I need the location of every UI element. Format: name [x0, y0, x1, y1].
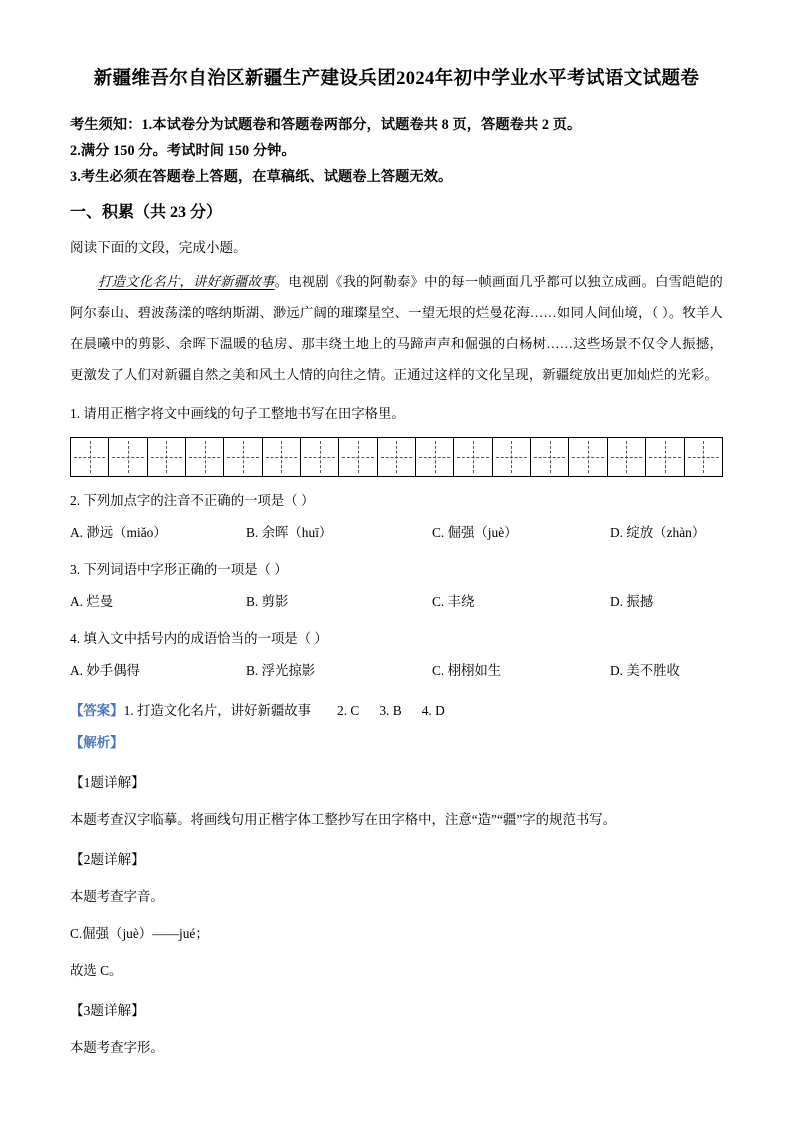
- option-b-label: B.: [246, 663, 259, 678]
- option-a[interactable]: [70, 658, 246, 684]
- grid-cell[interactable]: [416, 438, 454, 477]
- option-b[interactable]: [246, 658, 432, 684]
- question-4-number: 4.: [70, 631, 81, 646]
- option-c-label: C.: [432, 594, 445, 609]
- grid-cell[interactable]: [377, 438, 415, 477]
- question-2-number: 2.: [70, 493, 81, 508]
- option-b[interactable]: [246, 589, 432, 615]
- option-d-label: D.: [610, 594, 624, 609]
- grid-cell[interactable]: [607, 438, 645, 477]
- question-3-text: 下列词语中字形正确的一项是（ ）: [83, 562, 288, 577]
- option-b-text: 浮光掠影: [261, 663, 316, 678]
- analysis-2-heading: 【2题详解】: [70, 852, 145, 867]
- question-3-number: 3.: [70, 562, 81, 577]
- option-a-label: A.: [70, 663, 84, 678]
- tianzige-grid-wrap: [70, 437, 723, 477]
- candidate-notice: [70, 112, 723, 190]
- option-c[interactable]: [432, 589, 610, 615]
- question-2-text: 下列加点字的注音不正确的一项是（ ）: [83, 493, 315, 508]
- option-a-text: 妙手偶得: [86, 663, 140, 678]
- question-2-stem: [70, 488, 723, 514]
- grid-cell[interactable]: [109, 438, 147, 477]
- passage-text: [70, 266, 723, 390]
- passage-remainder: 。电视剧《我的阿勒泰》中的每一帧画面几乎都可以独立成画。白雪皑皑的阿尔泰山、碧波荡漾的喀纳斯湖、渺远广阔的璀璨星空、一望无垠的烂曼花海……如同人间仙境，（ ）。牧羊人在晨曦中的剪影、余晖下温暖的毡房、那丰绕土地上的马蹄声声和倔强的白杨树……这些场景不仅令人振撼，更激发了人们对新疆自然之美和风土人情的向往之情。正通过这样的文化呈现，新疆绽放出更加灿烂的光彩。: [70, 274, 723, 382]
- question-3-options: [70, 589, 723, 615]
- option-d-text: 振撼: [626, 594, 654, 609]
- tianzige-grid[interactable]: [70, 437, 723, 477]
- option-a-text: 烂曼: [86, 594, 114, 609]
- grid-cell[interactable]: [492, 438, 530, 477]
- option-a[interactable]: [70, 520, 246, 546]
- option-c-text: 丰绕: [447, 594, 475, 609]
- question-1-number: 1.: [70, 406, 81, 421]
- table-row: [71, 438, 723, 477]
- answer-line: [70, 698, 723, 724]
- option-b-label: B.: [246, 594, 259, 609]
- notice-line-2: 2.满分 150 分。考试时间 150 分钟。: [70, 143, 296, 159]
- option-d[interactable]: [610, 589, 653, 615]
- answer-item-4: 4. D: [421, 703, 445, 718]
- option-a[interactable]: [70, 589, 246, 615]
- analysis-2-body: 本题考查字音。: [70, 889, 164, 904]
- option-c-text: 栩栩如生: [447, 663, 502, 678]
- option-b-text: 余晖（huī）: [261, 525, 333, 540]
- answer-item-3: 3. B: [379, 703, 402, 718]
- option-c-label: C.: [432, 525, 445, 540]
- option-c[interactable]: [432, 658, 610, 684]
- section-heading: 一、积累（共 23 分）: [70, 204, 223, 221]
- notice-line-1: 考生须知：1.本试卷分为试题卷和答题卷两部分，试题卷共 8 页，答题卷共 2 页。: [70, 117, 582, 133]
- question-4-options: [70, 658, 723, 684]
- option-c-label: C.: [432, 663, 445, 678]
- answer-tag: 【答案】: [70, 703, 124, 718]
- passage-underlined-sentence: 打造文化名片，讲好新疆故事: [98, 274, 275, 289]
- question-1-stem: [70, 401, 723, 427]
- analysis-tag-line: [70, 730, 723, 756]
- option-d-label: D.: [610, 525, 624, 540]
- analysis-3-heading: 【3题详解】: [70, 1003, 145, 1018]
- answer-item-1: 1. 打造文化名片，讲好新疆故事: [123, 703, 312, 718]
- page-title: 新疆维吾尔自治区新疆生产建设兵团2024年初中学业水平考试语文试题卷: [93, 69, 700, 89]
- analysis-1-body: 本题考查汉字临摹。将画线句用正楷字体工整抄写在田字格中，注意“造”“疆”字的规范书写。: [70, 812, 617, 827]
- question-4-text: 填入文中括号内的成语恰当的一项是（ ）: [83, 631, 328, 646]
- grid-cell[interactable]: [454, 438, 492, 477]
- reading-instruction: 阅读下面的文段，完成小题。: [70, 240, 247, 255]
- option-b-text: 剪影: [261, 594, 289, 609]
- option-b[interactable]: [246, 520, 432, 546]
- option-a-label: A.: [70, 525, 84, 540]
- notice-line-3: 3.考生必须在答题卷上答题，在草稿纸、试题卷上答题无效。: [70, 169, 453, 185]
- option-d[interactable]: [610, 658, 680, 684]
- option-d[interactable]: [610, 520, 705, 546]
- question-1-text: 请用正楷字将文中画线的句子工整地书写在田字格里。: [83, 406, 405, 421]
- grid-cell[interactable]: [71, 438, 109, 477]
- option-a-label: A.: [70, 594, 84, 609]
- grid-cell[interactable]: [147, 438, 185, 477]
- analysis-1-heading: 【1题详解】: [70, 775, 145, 790]
- option-c-text: 倔强（juè）: [447, 525, 518, 540]
- analysis-2-extra-1: C.倔强（juè）——jué；: [70, 926, 209, 941]
- analysis-2-extra-2: 故选 C。: [70, 963, 123, 978]
- option-d-text: 美不胜收: [626, 663, 680, 678]
- option-d-text: 绽放（zhàn）: [626, 525, 706, 540]
- option-d-label: D.: [610, 663, 624, 678]
- grid-cell[interactable]: [224, 438, 262, 477]
- grid-cell[interactable]: [339, 438, 377, 477]
- grid-cell[interactable]: [186, 438, 224, 477]
- grid-cell[interactable]: [569, 438, 607, 477]
- analysis-tag: 【解析】: [70, 735, 124, 750]
- option-a-text: 渺远（miǎo）: [86, 525, 167, 540]
- option-c[interactable]: [432, 520, 610, 546]
- grid-cell[interactable]: [684, 438, 723, 477]
- answer-item-2: 2. C: [337, 703, 360, 718]
- grid-cell[interactable]: [262, 438, 300, 477]
- question-3-stem: [70, 557, 723, 583]
- grid-cell[interactable]: [646, 438, 684, 477]
- analysis-3-body: 本题考查字形。: [70, 1040, 164, 1055]
- option-b-label: B.: [246, 525, 259, 540]
- grid-cell[interactable]: [301, 438, 339, 477]
- question-4-stem: [70, 626, 723, 652]
- grid-cell[interactable]: [531, 438, 569, 477]
- question-2-options: [70, 520, 723, 546]
